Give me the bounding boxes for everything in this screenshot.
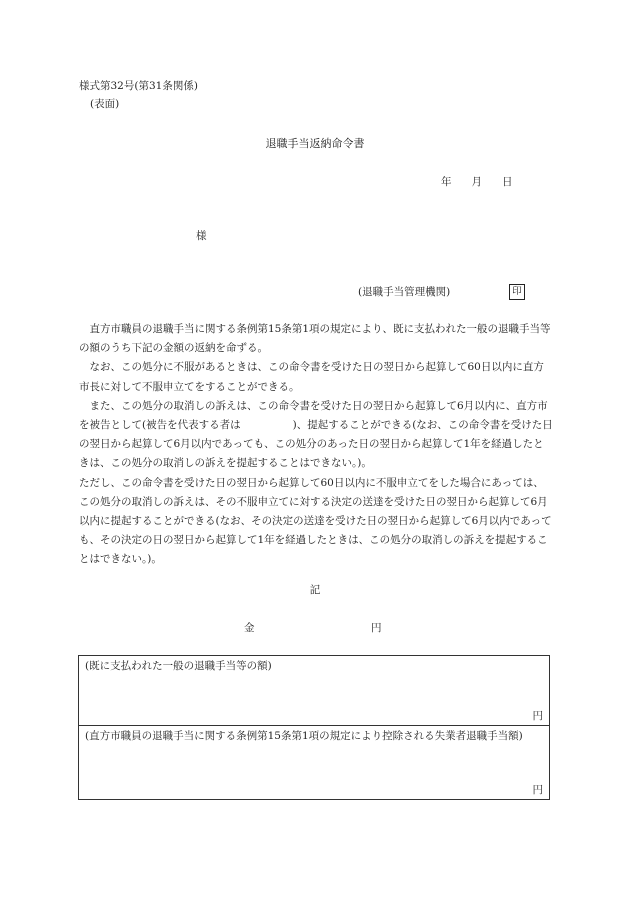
body-text xyxy=(79,320,553,570)
ki-heading: 記 xyxy=(309,584,321,596)
form-number: 様式第32号(第31条関係) xyxy=(79,80,198,92)
table-row-2-label: (直方市職員の退職手当に関する条例第15条第1項の規定により控除される失業者退職手当額) xyxy=(85,730,523,742)
table-row-2-unit: 円 xyxy=(532,784,543,796)
body-paragraph-1: 直方市職員の退職手当に関する条例第15条第1項の規定により、既に支払われた一般の退職手当等の額のうち下記の金額の返納を命ずる。 xyxy=(79,323,551,355)
amount-label: 金 xyxy=(244,622,255,634)
addressee-suffix: 様 xyxy=(196,230,207,242)
table-row xyxy=(79,726,549,799)
date-year: 年 xyxy=(441,176,452,188)
date-month: 月 xyxy=(471,176,482,188)
date-day: 日 xyxy=(502,176,513,188)
body-paragraph-2: なお、この処分に不服があるときは、この命令書を受けた日の翌日から起算して60日以内に直方市長に対して不服申立てをすることができる。 xyxy=(79,361,544,393)
amount-table xyxy=(78,655,550,800)
seal-box: 印 xyxy=(509,284,525,300)
table-row-1-label: (既に支払われた一般の退職手当等の額) xyxy=(85,660,272,672)
table-row xyxy=(79,656,549,726)
side-label: (表面) xyxy=(90,98,120,110)
body-paragraph-3-part-b: )、提起することができる(なお、この命令書を受けた日の翌日から起算して6月以内であっても、この処分のあった日の翌日から起算して1年を経過したときは、この処分の取消しの訴えを提起することはできない。)。 xyxy=(79,419,553,470)
date-line xyxy=(441,176,513,190)
amount-unit: 円 xyxy=(371,622,382,634)
document-title: 退職手当返納命令書 xyxy=(265,137,365,150)
body-paragraph-4: ただし、この命令書を受けた日の翌日から起算して60日以内に不服申立てをした場合にあっては、この処分の取消しの訴えは、その不服申立てに対する決定の送達を受けた日の翌日から起算して6月以内に提起することができる(なお、その決定の送達を受けた日の翌日から起算して6月以内であっても、その決定の日の翌日から起算して1年を経過したときは、この処分の取消しの訴えを提起することはできない。)。 xyxy=(79,476,552,566)
body-paragraph-3 xyxy=(79,397,553,474)
table-row-1-unit: 円 xyxy=(532,710,543,722)
body-paragraph-3-part-a: また、この処分の取消しの訴えは、この命令書を受けた日の翌日から起算して6月以内に、直方市を被告として(被告を代表する者は xyxy=(79,399,548,432)
issuer-label: (退職手当管理機関) xyxy=(358,286,451,298)
